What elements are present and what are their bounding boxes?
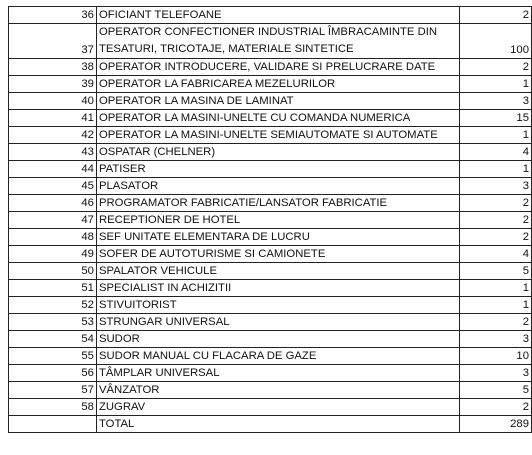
total-row xyxy=(9,416,532,433)
occupation-name: OPERATOR INTRODUCERE, VALIDARE SI PRELUCRARE DATE xyxy=(96,59,459,76)
row-number: 39 xyxy=(9,76,97,93)
occupation-name: OPERATOR LA MASINI-UNELTE SEMIAUTOMATE SI AUTOMATE xyxy=(96,127,459,144)
vacancy-count: 2 xyxy=(459,399,531,416)
vacancy-count: 1 xyxy=(459,280,531,297)
row-number: 42 xyxy=(9,127,97,144)
vacancy-count: 2 xyxy=(459,7,531,24)
row-number: 44 xyxy=(9,161,97,178)
vacancy-count: 4 xyxy=(459,246,531,263)
occupation-name: PLASATOR xyxy=(96,178,459,195)
table-row xyxy=(9,229,532,246)
table-body xyxy=(9,7,532,416)
row-number: 36 xyxy=(9,7,97,24)
occupation-name: SPECIALIST IN ACHIZITII xyxy=(96,280,459,297)
vacancy-count: 1 xyxy=(459,76,531,93)
occupations-table xyxy=(8,6,532,433)
row-number: 56 xyxy=(9,365,97,382)
row-number: 38 xyxy=(9,59,97,76)
vacancy-count: 4 xyxy=(459,144,531,161)
occupation-name: SUDOR xyxy=(96,331,459,348)
row-number: 46 xyxy=(9,195,97,212)
table-row xyxy=(9,178,532,195)
vacancy-count: 15 xyxy=(459,110,531,127)
occupation-name: PROGRAMATOR FABRICATIE/LANSATOR FABRICATIE xyxy=(96,195,459,212)
vacancy-count: 1 xyxy=(459,127,531,144)
occupation-name: OPERATOR LA MASINI-UNELTE CU COMANDA NUMERICA xyxy=(96,110,459,127)
row-number: 45 xyxy=(9,178,97,195)
vacancy-count: 3 xyxy=(459,178,531,195)
row-number: 47 xyxy=(9,212,97,229)
row-number: 57 xyxy=(9,382,97,399)
table-row xyxy=(9,314,532,331)
occupation-name: STIVUITORIST xyxy=(96,297,459,314)
vacancy-count: 1 xyxy=(459,161,531,178)
total-count: 289 xyxy=(459,416,531,433)
occupation-name-line: OPERATOR CONFECTIONER INDUSTRIAL ÎMBRACAMINTE DIN xyxy=(98,26,438,38)
occupation-name-line: TESATURI, TRICOTAJE, MATERIALE SINTETICE xyxy=(98,43,354,55)
table-row xyxy=(9,399,532,416)
table-row xyxy=(9,144,532,161)
vacancy-count: 1 xyxy=(459,297,531,314)
row-number: 37 xyxy=(9,24,97,59)
table-row xyxy=(9,348,532,365)
row-number: 54 xyxy=(9,331,97,348)
occupation-name: STRUNGAR UNIVERSAL xyxy=(96,314,459,331)
table-row xyxy=(9,195,532,212)
vacancy-count: 10 xyxy=(459,348,531,365)
occupation-name: RECEPTIONER DE HOTEL xyxy=(96,212,459,229)
occupation-name: SOFER DE AUTOTURISME SI CAMIONETE xyxy=(96,246,459,263)
table-row xyxy=(9,331,532,348)
table-row xyxy=(9,127,532,144)
occupation-name xyxy=(96,24,459,59)
vacancy-count: 100 xyxy=(459,24,531,59)
occupation-name: OFICIANT TELEFOANE xyxy=(96,7,459,24)
row-number: 41 xyxy=(9,110,97,127)
row-number: 55 xyxy=(9,348,97,365)
occupation-name: VÂNZATOR xyxy=(96,382,459,399)
table-row xyxy=(9,161,532,178)
occupation-name: ZUGRAV xyxy=(96,399,459,416)
table-row xyxy=(9,76,532,93)
vacancy-count: 2 xyxy=(459,229,531,246)
vacancy-count: 5 xyxy=(459,382,531,399)
row-number: 48 xyxy=(9,229,97,246)
vacancy-count: 3 xyxy=(459,365,531,382)
table-row xyxy=(9,297,532,314)
row-number: 43 xyxy=(9,144,97,161)
occupation-name: SEF UNITATE ELEMENTARA DE LUCRU xyxy=(96,229,459,246)
row-number: 58 xyxy=(9,399,97,416)
vacancy-count: 5 xyxy=(459,263,531,280)
occupation-name: TÂMPLAR UNIVERSAL xyxy=(96,365,459,382)
vacancy-count: 2 xyxy=(459,59,531,76)
table-row xyxy=(9,110,532,127)
row-number: 50 xyxy=(9,263,97,280)
row-number: 51 xyxy=(9,280,97,297)
table-row xyxy=(9,365,532,382)
vacancy-count: 2 xyxy=(459,212,531,229)
table-row xyxy=(9,24,532,59)
vacancy-count: 3 xyxy=(459,331,531,348)
total-number-cell xyxy=(9,416,97,433)
total-label: TOTAL xyxy=(96,416,459,433)
row-number: 40 xyxy=(9,93,97,110)
occupation-name: SPALATOR VEHICULE xyxy=(96,263,459,280)
row-number: 52 xyxy=(9,297,97,314)
occupation-name: PATISER xyxy=(96,161,459,178)
occupation-name: SUDOR MANUAL CU FLACARA DE GAZE xyxy=(96,348,459,365)
occupation-name: OPERATOR LA MASINA DE LAMINAT xyxy=(96,93,459,110)
occupation-name: OSPATAR (CHELNER) xyxy=(96,144,459,161)
row-number: 49 xyxy=(9,246,97,263)
table-row xyxy=(9,280,532,297)
vacancy-count: 2 xyxy=(459,195,531,212)
vacancy-count: 2 xyxy=(459,314,531,331)
table-row xyxy=(9,263,532,280)
table-row xyxy=(9,382,532,399)
vacancy-count: 3 xyxy=(459,93,531,110)
row-number: 53 xyxy=(9,314,97,331)
table-row xyxy=(9,93,532,110)
table-row xyxy=(9,59,532,76)
table-row xyxy=(9,212,532,229)
occupation-name: OPERATOR LA FABRICAREA MEZELURILOR xyxy=(96,76,459,93)
table-row xyxy=(9,7,532,24)
table-row xyxy=(9,246,532,263)
